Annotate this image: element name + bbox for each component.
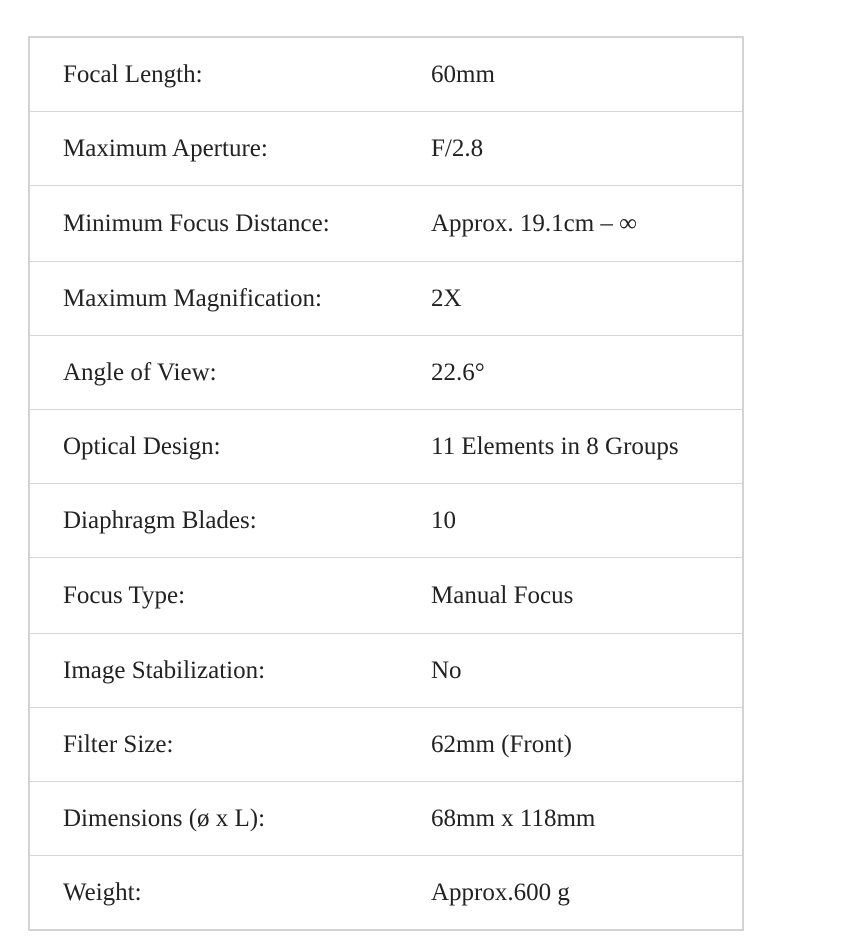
spec-label: Weight: [29, 856, 431, 931]
spec-value: Approx.600 g [431, 856, 743, 931]
spec-label: Angle of View: [29, 336, 431, 410]
spec-value: 11 Elements in 8 Groups [431, 410, 743, 484]
spec-value: F/2.8 [431, 112, 743, 186]
spec-value: Approx. 19.1cm – ∞ [431, 186, 743, 262]
spec-label: Focal Length: [63, 60, 203, 88]
spec-label: Dimensions (ø x L): [29, 782, 431, 856]
spec-value: 2X [431, 262, 743, 336]
spec-label: Maximum Aperture: [29, 112, 431, 186]
spec-value: 62mm (Front) [431, 708, 743, 782]
table-row [29, 112, 743, 186]
spec-label: Optical Design: [29, 410, 431, 484]
spec-value: 60mm [431, 60, 495, 88]
table-row [29, 186, 743, 262]
table-row [29, 634, 743, 708]
table-row [29, 484, 743, 558]
table-row [29, 262, 743, 336]
table-row [29, 336, 743, 410]
spec-label: Maximum Magnification: [29, 262, 431, 336]
spec-label: Filter Size: [29, 708, 431, 782]
table-row [29, 782, 743, 856]
spec-table [28, 36, 744, 931]
table-row [29, 856, 743, 931]
spec-label: Minimum Focus Distance: [29, 186, 431, 262]
spec-value: 68mm x 118mm [431, 782, 743, 856]
spec-label: Image Stabilization: [29, 634, 431, 708]
table-row [29, 558, 743, 634]
table-row [29, 410, 743, 484]
spec-label: Focus Type: [29, 558, 431, 634]
spec-value: No [431, 634, 743, 708]
spec-value: 22.6° [431, 336, 743, 410]
spec-value: 10 [431, 484, 743, 558]
table-row [29, 708, 743, 782]
table-row [29, 37, 743, 112]
spec-value: Manual Focus [431, 558, 743, 634]
spec-label: Diaphragm Blades: [29, 484, 431, 558]
